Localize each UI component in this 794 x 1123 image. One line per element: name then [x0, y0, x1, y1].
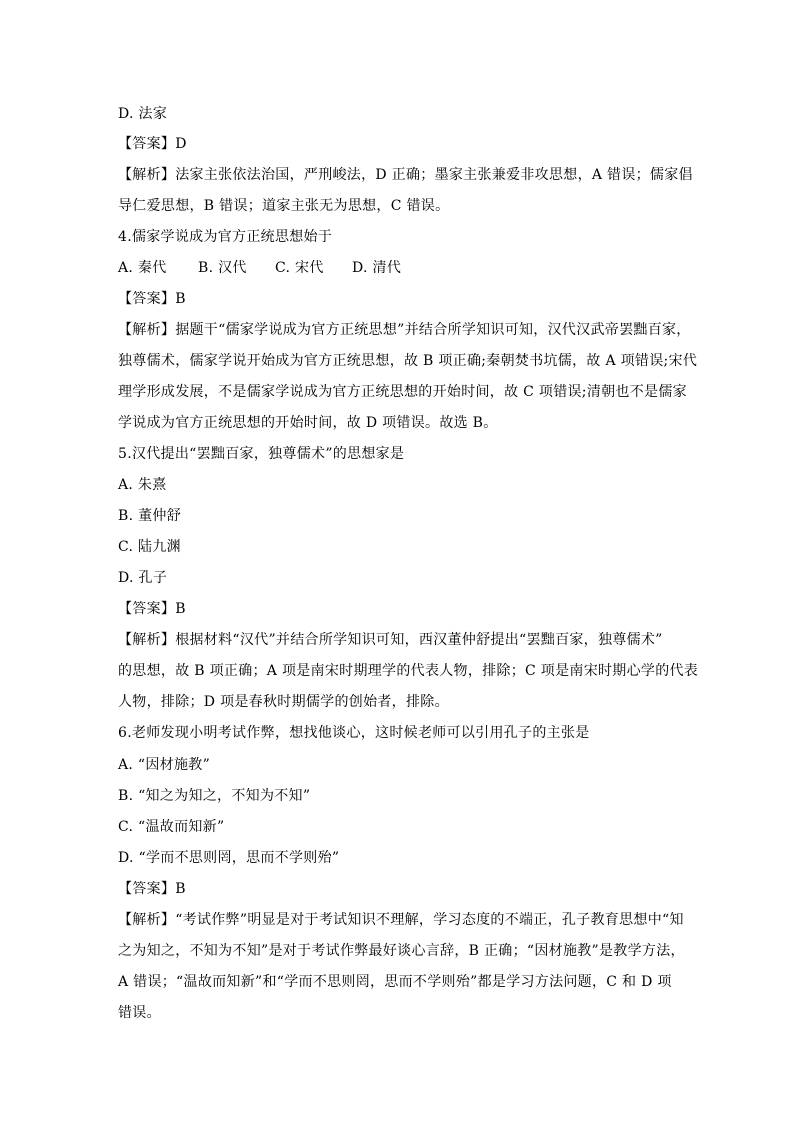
- q5-analysis-line: 【解析】根据材料“汉代”并结合所学知识可知，西汉董仲舒提出“罢黜百家，独尊儒术”: [118, 632, 663, 648]
- q4-analysis-line: 【解析】据题干“儒家学说成为官方正统思想”并结合所学知识可知，汉代汉武帝罢黜百家，: [118, 322, 691, 338]
- q6-analysis-line: 之为知之，不知为不知”是对于考试作弊最好谈心言辞，B 正确；“因材施教”是教学方法，: [118, 943, 685, 959]
- q6-analysis-line: A 错误；“温故而知新”和“学而不思则罔，思而不学则殆”都是学习方法问题，C 和 D 项: [118, 974, 672, 990]
- q5-answer: 【答案】B: [118, 601, 186, 617]
- q3-option-d: D. 法家: [118, 106, 168, 122]
- q5-analysis-line: 的思想，故 B 项正确；A 项是南宋时期理学的代表人物，排除；C 项是南宋时期心学的代表: [118, 663, 699, 679]
- q6-question: 6.老师发现小明考试作弊，想找他谈心，这时候老师可以引用孔子的主张是: [118, 725, 590, 741]
- q4-analysis-line: 理学形成发展，不是儒家学说成为官方正统思想的开始时间，故 C 项错误;清朝也不是儒家: [118, 384, 687, 400]
- q4-option-b: B. 汉代: [198, 260, 247, 276]
- q5-option-b: B. 董仲舒: [118, 508, 181, 524]
- q5-analysis-line: 人物，排除；D 项是春秋时期儒学的创始者，排除。: [118, 694, 449, 710]
- q6-analysis-line: 错误。: [118, 1005, 161, 1021]
- q4-answer: 【答案】B: [118, 291, 186, 307]
- q6-option-a: A. “因材施教”: [118, 757, 211, 773]
- q3-analysis-line: 【解析】法家主张依法治国，严刑峻法，D 正确；墨家主张兼爱非攻思想，A 错误；儒家倡: [118, 167, 693, 183]
- q4-option-d: D. 清代: [352, 260, 402, 276]
- q5-option-a: A. 朱熹: [118, 477, 167, 493]
- q4-question: 4.儒家学说成为官方正统思想始于: [118, 229, 333, 245]
- q4-analysis-line: 独尊儒术，儒家学说开始成为官方正统思想，故 B 项正确;秦朝焚书坑儒，故 A 项错误;宋代: [118, 353, 698, 369]
- q3-answer: 【答案】D: [118, 136, 187, 152]
- q4-option-c: C. 宋代: [275, 260, 324, 276]
- q6-analysis-line: 【解析】“考试作弊”明显是对于考试知识不理解，学习态度的不端正，孔子教育思想中“知: [118, 912, 684, 928]
- q3-analysis-line: 导仁爱思想，B 错误；道家主张无为思想，C 错误。: [118, 198, 450, 214]
- q4-analysis-line: 学说成为官方正统思想的开始时间，故 D 项错误。故选 B。: [118, 415, 498, 431]
- q6-answer: 【答案】B: [118, 881, 186, 897]
- q5-option-d: D. 孔子: [118, 570, 168, 586]
- q4-options: [118, 258, 688, 278]
- q6-option-b: B. “知之为知之，不知为不知”: [118, 788, 311, 804]
- q4-option-a: A. 秦代: [118, 260, 167, 276]
- q6-option-d: D. “学而不思则罔，思而不学则殆”: [118, 850, 340, 866]
- q6-option-c: C. “温故而知新”: [118, 819, 225, 835]
- q5-question: 5.汉代提出“罢黜百家，独尊儒术”的思想家是: [118, 446, 405, 462]
- q5-option-c: C. 陆九渊: [118, 539, 181, 555]
